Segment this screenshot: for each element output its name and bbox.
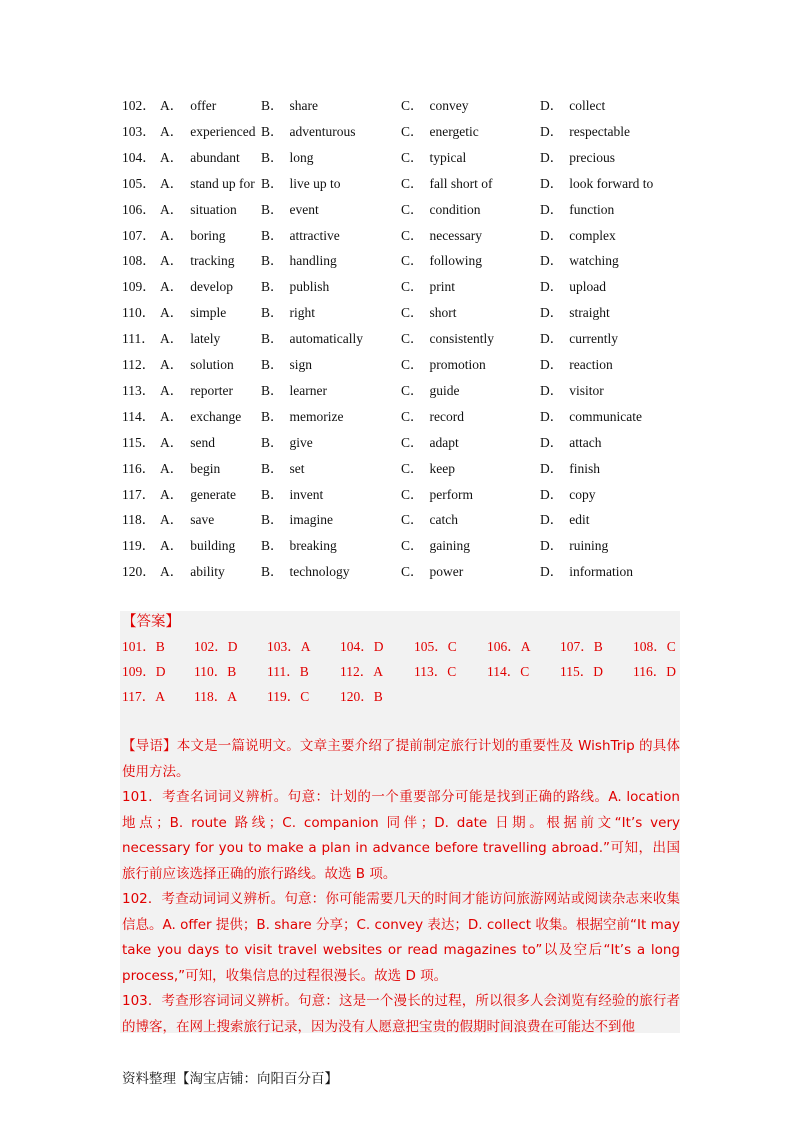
option-text: event xyxy=(289,201,319,217)
option-c xyxy=(401,122,479,142)
answer-item: 110．B xyxy=(194,664,237,679)
option-letter: A． xyxy=(160,305,184,321)
option-text: edit xyxy=(569,512,590,528)
option-c xyxy=(401,148,466,168)
option-text: save xyxy=(190,512,215,528)
option-text: breaking xyxy=(289,538,337,554)
answer-item: 115．D xyxy=(560,664,603,679)
option-letter: B． xyxy=(261,305,284,321)
option-a xyxy=(160,536,235,556)
option-b xyxy=(261,96,318,116)
option-text: short xyxy=(429,305,457,321)
option-a xyxy=(160,433,215,453)
answer-item: 116．D xyxy=(633,664,676,679)
option-c xyxy=(401,303,457,323)
option-text: energetic xyxy=(429,123,479,139)
option-letter: B． xyxy=(261,460,284,476)
answer-item: 101．B xyxy=(122,639,165,654)
answer-item: 102．D xyxy=(194,639,238,654)
option-letter: C． xyxy=(401,227,424,243)
question-number: 115． xyxy=(122,434,156,450)
option-text: solution xyxy=(190,357,234,372)
explanation-101: 101．考查名词词义辨析。句意：计划的一个重要部分可能是找到正确的路线。A. location 地点；B. route 路线；C. companion 同伴；D. date 日期。根据前文“It’s very necessary for you to make a plan in advance before travelling abroad.”可知，出国旅行前应该选择正确的旅行路线。故选 B 项。 xyxy=(122,789,680,882)
option-c xyxy=(401,485,473,505)
explanation-103: 103．考查形容词词义辨析。句意：这是一个漫长的过程，所以很多人会浏览有经验的旅行者的博客，在网上搜索旅行记录，因为没有人愿意把宝贵的假期时间浪费在可能达不到他 xyxy=(122,993,680,1035)
option-text: catch xyxy=(429,512,458,528)
option-text: adapt xyxy=(429,434,459,450)
answer-item: 118．A xyxy=(194,689,237,704)
option-text: reaction xyxy=(569,357,613,372)
answer-item: 112．A xyxy=(340,664,383,679)
option-text: long xyxy=(289,149,314,165)
footer-source-note: 资料整理【淘宝店铺：向阳百分百】 xyxy=(122,1071,338,1087)
option-b xyxy=(261,381,327,401)
option-c xyxy=(401,562,463,582)
answer-item: 108．C xyxy=(633,639,676,654)
option-letter: C． xyxy=(401,123,424,139)
answer-item: 103．A xyxy=(267,639,311,654)
option-letter: C． xyxy=(401,564,424,580)
option-b xyxy=(261,536,337,556)
option-letter: A． xyxy=(160,434,184,450)
question-number: 103． xyxy=(122,123,156,139)
option-b xyxy=(261,329,363,349)
option-letter: A． xyxy=(160,512,184,528)
option-b xyxy=(261,148,314,168)
option-c xyxy=(401,251,482,271)
option-d xyxy=(540,251,619,271)
option-text: technology xyxy=(289,564,350,580)
option-letter: B． xyxy=(261,98,284,113)
option-text: complex xyxy=(569,227,616,243)
option-d xyxy=(540,433,601,453)
question-number: 104． xyxy=(122,149,156,165)
option-a xyxy=(160,407,241,427)
answer-item: 104．D xyxy=(340,639,384,654)
option-a xyxy=(160,251,234,271)
option-text: reporter xyxy=(190,382,233,398)
option-letter: D． xyxy=(540,98,564,113)
option-a xyxy=(160,277,233,297)
option-text: fall short of xyxy=(429,175,493,191)
option-letter: B． xyxy=(261,331,284,347)
answer-row xyxy=(0,686,800,710)
option-d xyxy=(540,96,605,116)
question-row xyxy=(0,251,800,277)
option-text: simple xyxy=(190,305,227,321)
option-letter: A． xyxy=(160,357,184,372)
option-text: share xyxy=(289,98,318,113)
option-letter: A． xyxy=(160,486,184,502)
option-letter: C． xyxy=(401,149,424,165)
option-letter: D． xyxy=(540,357,564,372)
option-text: attach xyxy=(569,434,602,450)
option-a xyxy=(160,174,255,194)
option-c xyxy=(401,459,455,479)
question-number: 110． xyxy=(122,305,156,321)
question-row xyxy=(0,407,800,433)
answer-item: 111．B xyxy=(267,664,309,679)
option-text: typical xyxy=(429,149,467,165)
answer-row xyxy=(0,661,800,685)
option-letter: B． xyxy=(261,382,284,398)
option-text: precious xyxy=(569,149,615,165)
option-a xyxy=(160,200,237,220)
option-letter: A． xyxy=(160,98,184,113)
answer-item: 114．C xyxy=(487,664,530,679)
option-d xyxy=(540,122,630,142)
option-b xyxy=(261,174,341,194)
option-b xyxy=(261,122,356,142)
option-b xyxy=(261,277,329,297)
question-number: 113． xyxy=(122,382,156,398)
question-row xyxy=(0,329,800,355)
option-d xyxy=(540,536,608,556)
question-number: 109． xyxy=(122,279,156,295)
option-text: stand up for xyxy=(190,175,255,191)
option-letter: D． xyxy=(540,460,564,476)
option-letter: B． xyxy=(261,564,284,580)
option-a xyxy=(160,510,214,530)
answer-item: 119．C xyxy=(267,689,310,704)
option-letter: A． xyxy=(160,564,184,580)
option-letter: B． xyxy=(261,201,284,217)
option-c xyxy=(401,407,464,427)
option-letter: B． xyxy=(261,357,284,372)
option-text: upload xyxy=(569,279,606,295)
option-letter: D． xyxy=(540,538,564,554)
option-text: live up to xyxy=(289,175,341,191)
question-row xyxy=(0,536,800,562)
question-number: 105． xyxy=(122,175,156,191)
option-text: publish xyxy=(289,279,330,295)
option-letter: D． xyxy=(540,253,564,269)
option-text: sign xyxy=(289,357,313,372)
option-text: consistently xyxy=(429,331,495,347)
option-b xyxy=(261,433,313,453)
option-text: right xyxy=(289,305,316,321)
option-letter: B． xyxy=(261,149,284,165)
option-letter: C． xyxy=(401,408,424,424)
option-d xyxy=(540,562,633,582)
question-row xyxy=(0,562,800,588)
answers-heading: 【答案】 xyxy=(122,614,180,630)
option-text: generate xyxy=(190,486,236,502)
question-row xyxy=(0,510,800,536)
answer-item: 107．B xyxy=(560,639,603,654)
question-number: 111． xyxy=(122,331,155,347)
question-row xyxy=(0,200,800,226)
option-letter: B． xyxy=(261,227,284,243)
option-letter: A． xyxy=(160,408,184,424)
option-text: respectable xyxy=(569,123,630,139)
option-b xyxy=(261,355,312,375)
answer-row xyxy=(0,636,800,660)
option-text: learner xyxy=(289,382,327,398)
option-letter: A． xyxy=(160,123,184,139)
option-text: attractive xyxy=(289,227,340,243)
option-letter: D． xyxy=(540,149,564,165)
option-text: collect xyxy=(569,98,606,113)
option-d xyxy=(540,355,613,375)
option-text: convey xyxy=(429,98,469,113)
explanation-102: 102．考查动词词义辨析。句意：你可能需要几天的时间才能访问旅游网站或阅读杂志来收集信息。A. offer 提供；B. share 分享；C. convey 表达；D. collect 收集。根据空前“It may take you days to visit travel websites or read magazines to”以及空后“It’s a long process,”可知，收集信息的过程很漫长。故选 D 项。 xyxy=(122,891,680,984)
option-letter: A． xyxy=(160,382,184,398)
option-letter: C． xyxy=(401,175,424,191)
option-text: condition xyxy=(429,201,481,217)
option-text: communicate xyxy=(569,408,642,424)
option-letter: D． xyxy=(540,305,564,321)
option-a xyxy=(160,485,236,505)
option-letter: A． xyxy=(160,227,184,243)
option-text: record xyxy=(429,408,464,424)
option-text: perform xyxy=(429,486,473,502)
option-text: look forward to xyxy=(569,175,654,191)
question-number: 117． xyxy=(122,486,156,502)
option-d xyxy=(540,226,616,246)
option-letter: D． xyxy=(540,486,564,502)
option-letter: D． xyxy=(540,175,564,191)
option-text: experienced xyxy=(190,123,256,139)
answer-item: 120．B xyxy=(340,689,383,704)
option-text: exchange xyxy=(190,408,242,424)
answer-item: 113．C xyxy=(414,664,457,679)
option-d xyxy=(540,459,600,479)
answer-item: 109．D xyxy=(122,664,166,679)
option-text: straight xyxy=(569,305,610,321)
answer-item: 117．A xyxy=(122,689,165,704)
option-letter: B． xyxy=(261,538,284,554)
question-number: 112． xyxy=(122,357,156,372)
option-a xyxy=(160,355,234,375)
answer-item: 105．C xyxy=(414,639,457,654)
question-row xyxy=(0,122,800,148)
option-text: abundant xyxy=(190,149,240,165)
option-c xyxy=(401,226,482,246)
question-number: 118． xyxy=(122,512,156,528)
option-a xyxy=(160,122,255,142)
option-text: situation xyxy=(190,201,237,217)
intro-paragraph: 【导语】本文是一篇说明文。文章主要介绍了提前制定旅行计划的重要性及 WishTrip 的具体使用方法。 xyxy=(122,738,680,780)
option-text: boring xyxy=(190,227,226,243)
option-letter: C． xyxy=(401,305,424,321)
question-number: 106． xyxy=(122,201,156,217)
option-d xyxy=(540,148,615,168)
option-text: copy xyxy=(569,486,596,502)
option-b xyxy=(261,200,319,220)
option-letter: D． xyxy=(540,382,564,398)
question-row xyxy=(0,277,800,303)
option-d xyxy=(540,303,610,323)
option-b xyxy=(261,485,323,505)
option-b xyxy=(261,407,344,427)
option-letter: C． xyxy=(401,253,424,269)
option-text: watching xyxy=(569,253,619,269)
question-row xyxy=(0,226,800,252)
option-text: information xyxy=(569,564,633,580)
option-b xyxy=(261,226,340,246)
option-letter: B． xyxy=(261,253,284,269)
question-number: 116． xyxy=(122,460,156,476)
option-letter: C． xyxy=(401,486,424,502)
option-letter: A． xyxy=(160,201,184,217)
option-letter: C． xyxy=(401,538,424,554)
option-a xyxy=(160,381,233,401)
option-text: function xyxy=(569,201,615,217)
option-c xyxy=(401,96,469,116)
option-d xyxy=(540,485,596,505)
option-letter: D． xyxy=(540,434,564,450)
question-number: 108． xyxy=(122,253,156,269)
option-letter: A． xyxy=(160,279,184,295)
option-letter: D． xyxy=(540,279,564,295)
option-text: currently xyxy=(569,331,618,347)
option-d xyxy=(540,381,604,401)
option-letter: B． xyxy=(261,175,284,191)
option-letter: A． xyxy=(160,538,184,554)
option-b xyxy=(261,510,333,530)
option-b xyxy=(261,459,305,479)
option-text: guide xyxy=(429,382,460,398)
option-text: necessary xyxy=(429,227,482,243)
option-letter: B． xyxy=(261,512,284,528)
option-b xyxy=(261,562,350,582)
option-b xyxy=(261,303,315,323)
option-text: keep xyxy=(429,460,455,476)
option-letter: C． xyxy=(401,512,424,528)
option-text: memorize xyxy=(289,408,344,424)
option-c xyxy=(401,381,460,401)
option-text: set xyxy=(289,460,305,476)
option-c xyxy=(401,277,455,297)
option-a xyxy=(160,226,226,246)
question-row xyxy=(0,303,800,329)
option-text: ruining xyxy=(569,538,609,554)
option-text: building xyxy=(190,538,236,554)
option-text: ability xyxy=(190,564,225,580)
option-a xyxy=(160,329,220,349)
option-c xyxy=(401,200,481,220)
option-d xyxy=(540,407,642,427)
question-row xyxy=(0,381,800,407)
option-a xyxy=(160,148,240,168)
option-text: offer xyxy=(190,98,217,113)
question-row xyxy=(0,485,800,511)
question-row xyxy=(0,174,800,200)
option-c xyxy=(401,355,486,375)
question-number: 119． xyxy=(122,538,156,554)
option-c xyxy=(401,174,493,194)
question-row xyxy=(0,355,800,381)
option-letter: B． xyxy=(261,123,284,139)
option-text: send xyxy=(190,434,215,450)
option-letter: B． xyxy=(261,486,284,502)
option-letter: C． xyxy=(401,98,424,113)
option-c xyxy=(401,433,459,453)
option-letter: C． xyxy=(401,279,424,295)
option-letter: B． xyxy=(261,434,284,450)
option-c xyxy=(401,329,494,349)
option-letter: A． xyxy=(160,460,184,476)
question-number: 107． xyxy=(122,227,156,243)
option-d xyxy=(540,510,590,530)
option-letter: A． xyxy=(160,331,184,347)
option-letter: B． xyxy=(261,408,284,424)
option-text: visitor xyxy=(569,382,604,398)
option-letter: C． xyxy=(401,382,424,398)
option-letter: C． xyxy=(401,357,424,372)
option-b xyxy=(261,251,337,271)
option-a xyxy=(160,303,226,323)
question-number: 114． xyxy=(122,408,156,424)
option-letter: D． xyxy=(540,331,564,347)
option-letter: C． xyxy=(401,460,424,476)
option-text: imagine xyxy=(289,512,334,528)
option-letter: B． xyxy=(261,279,284,295)
option-letter: C． xyxy=(401,331,424,347)
option-a xyxy=(160,562,225,582)
option-text: invent xyxy=(289,486,324,502)
option-text: adventurous xyxy=(289,123,356,139)
option-letter: D． xyxy=(540,123,564,139)
question-number: 120． xyxy=(122,564,156,580)
option-letter: A． xyxy=(160,175,184,191)
option-letter: A． xyxy=(160,149,184,165)
option-text: power xyxy=(429,564,464,580)
option-d xyxy=(540,174,653,194)
option-text: give xyxy=(289,434,313,450)
option-c xyxy=(401,510,458,530)
option-letter: A． xyxy=(160,253,184,269)
question-row xyxy=(0,459,800,485)
option-letter: C． xyxy=(401,201,424,217)
option-text: handling xyxy=(289,253,337,269)
option-letter: C． xyxy=(401,434,424,450)
option-text: lately xyxy=(190,331,221,347)
question-number: 102． xyxy=(122,98,156,113)
option-text: print xyxy=(429,279,456,295)
option-d xyxy=(540,329,618,349)
option-d xyxy=(540,277,606,297)
option-text: begin xyxy=(190,460,221,476)
option-text: develop xyxy=(190,279,233,295)
option-letter: D． xyxy=(540,408,564,424)
option-letter: D． xyxy=(540,201,564,217)
question-row xyxy=(0,433,800,459)
question-row xyxy=(0,148,800,174)
option-text: automatically xyxy=(289,331,363,347)
option-letter: D． xyxy=(540,512,564,528)
option-a xyxy=(160,96,216,116)
option-text: gaining xyxy=(429,538,471,554)
option-text: finish xyxy=(569,460,601,476)
option-text: promotion xyxy=(429,357,486,372)
option-text: following xyxy=(429,253,483,269)
answer-item: 106．A xyxy=(487,639,531,654)
option-text: tracking xyxy=(190,253,235,269)
question-row xyxy=(0,96,800,122)
option-letter: D． xyxy=(540,227,564,243)
option-d xyxy=(540,200,614,220)
option-c xyxy=(401,536,470,556)
option-a xyxy=(160,459,220,479)
option-letter: D． xyxy=(540,564,564,580)
